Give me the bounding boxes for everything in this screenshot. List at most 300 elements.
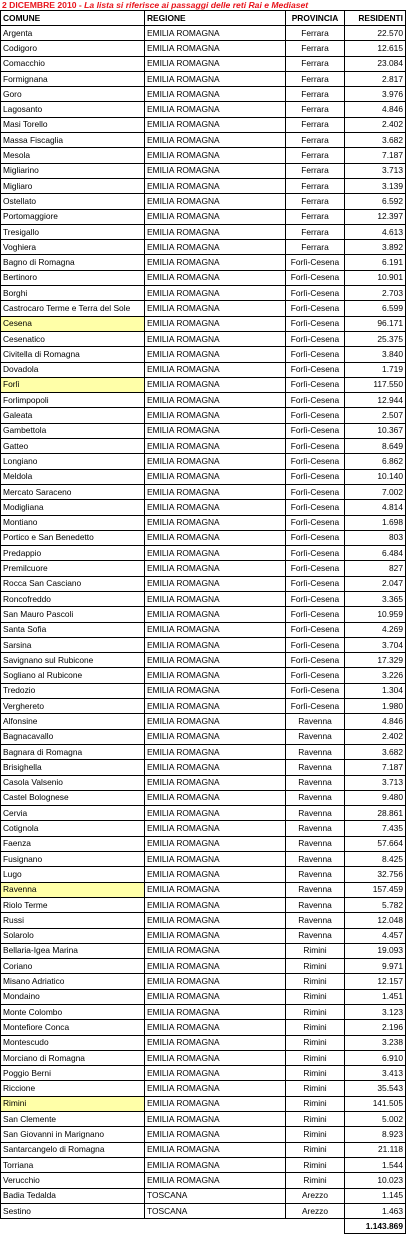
- cell-residenti: 3.713: [345, 163, 406, 178]
- cell-residenti: 6.592: [345, 194, 406, 209]
- cell-regione: EMILIA ROMAGNA: [145, 1096, 286, 1111]
- cell-provincia: Rimini: [286, 1035, 345, 1050]
- cell-residenti: 3.713: [345, 775, 406, 790]
- table-row: [1, 87, 406, 102]
- cell-provincia: Rimini: [286, 959, 345, 974]
- cell-comune: San Mauro Pascoli: [1, 607, 145, 622]
- cell-comune: Montescudo: [1, 1035, 145, 1050]
- cell-residenti: 3.892: [345, 240, 406, 255]
- cell-provincia: Ferrara: [286, 26, 345, 41]
- cell-provincia: Rimini: [286, 1050, 345, 1065]
- cell-residenti: 5.782: [345, 897, 406, 912]
- cell-residenti: 4.814: [345, 500, 406, 515]
- table-row: [1, 897, 406, 912]
- cell-residenti: 12.397: [345, 209, 406, 224]
- cell-provincia: Forlì-Cesena: [286, 255, 345, 270]
- cell-provincia: Rimini: [286, 943, 345, 958]
- cell-comune: Tredozio: [1, 683, 145, 698]
- cell-regione: EMILIA ROMAGNA: [145, 56, 286, 71]
- cell-provincia: Forlì-Cesena: [286, 683, 345, 698]
- cell-comune: Bagno di Romagna: [1, 255, 145, 270]
- table-row: [1, 316, 406, 331]
- table-row: [1, 1066, 406, 1081]
- table-row: [1, 133, 406, 148]
- cell-provincia: Ravenna: [286, 882, 345, 897]
- cell-provincia: Ferrara: [286, 56, 345, 71]
- document-title: [0, 0, 406, 10]
- cell-regione: EMILIA ROMAGNA: [145, 821, 286, 836]
- cell-comune: Montiano: [1, 515, 145, 530]
- cell-residenti: 19.093: [345, 943, 406, 958]
- cell-residenti: 8.649: [345, 439, 406, 454]
- cell-residenti: 7.187: [345, 148, 406, 163]
- cell-residenti: 3.682: [345, 133, 406, 148]
- table-row: [1, 194, 406, 209]
- cell-provincia: Ravenna: [286, 760, 345, 775]
- cell-provincia: Rimini: [286, 1066, 345, 1081]
- cell-regione: EMILIA ROMAGNA: [145, 974, 286, 989]
- cell-comune: Cesenatico: [1, 331, 145, 346]
- table-row: [1, 1020, 406, 1035]
- cell-provincia: Forlì-Cesena: [286, 423, 345, 438]
- cell-provincia: Ravenna: [286, 744, 345, 759]
- cell-residenti: 35.543: [345, 1081, 406, 1096]
- table-row: [1, 821, 406, 836]
- cell-provincia: Rimini: [286, 1020, 345, 1035]
- cell-residenti: 21.118: [345, 1142, 406, 1157]
- cell-residenti: 2.402: [345, 117, 406, 132]
- cell-provincia: Forlì-Cesena: [286, 546, 345, 561]
- cell-comune: Dovadola: [1, 362, 145, 377]
- cell-comune: Argenta: [1, 26, 145, 41]
- cell-regione: EMILIA ROMAGNA: [145, 561, 286, 576]
- cell-comune: Modigliana: [1, 500, 145, 515]
- cell-comune: Faenza: [1, 836, 145, 851]
- cell-regione: EMILIA ROMAGNA: [145, 1081, 286, 1096]
- cell-comune: San Giovanni in Marignano: [1, 1127, 145, 1142]
- table-row: [1, 561, 406, 576]
- cell-regione: EMILIA ROMAGNA: [145, 729, 286, 744]
- table-row: [1, 1096, 406, 1111]
- cell-provincia: Ravenna: [286, 775, 345, 790]
- title-date: 2 DICEMBRE 2010 -: [2, 0, 82, 10]
- table-row: [1, 41, 406, 56]
- table-row: [1, 301, 406, 316]
- cell-comune: Solarolo: [1, 928, 145, 943]
- cell-regione: EMILIA ROMAGNA: [145, 270, 286, 285]
- table-row: [1, 836, 406, 851]
- cell-regione: EMILIA ROMAGNA: [145, 423, 286, 438]
- cell-comune: Montefiore Conca: [1, 1020, 145, 1035]
- cell-residenti: 5.002: [345, 1112, 406, 1127]
- table-row: [1, 102, 406, 117]
- cell-residenti: 117.550: [345, 377, 406, 392]
- table-row: [1, 1081, 406, 1096]
- table-row: [1, 913, 406, 928]
- table-row: [1, 943, 406, 958]
- cell-provincia: Forlì-Cesena: [286, 270, 345, 285]
- cell-residenti: 12.944: [345, 393, 406, 408]
- cell-residenti: 6.484: [345, 546, 406, 561]
- cell-provincia: Forlì-Cesena: [286, 301, 345, 316]
- cell-regione: EMILIA ROMAGNA: [145, 1173, 286, 1188]
- cell-regione: EMILIA ROMAGNA: [145, 530, 286, 545]
- table-row: [1, 117, 406, 132]
- cell-residenti: 6.191: [345, 255, 406, 270]
- cell-regione: EMILIA ROMAGNA: [145, 668, 286, 683]
- cell-provincia: Forlì-Cesena: [286, 561, 345, 576]
- cell-regione: EMILIA ROMAGNA: [145, 148, 286, 163]
- cell-provincia: Forlì-Cesena: [286, 500, 345, 515]
- table-row: [1, 1188, 406, 1203]
- table-row: [1, 270, 406, 285]
- cell-regione: EMILIA ROMAGNA: [145, 209, 286, 224]
- cell-comune: Cotignola: [1, 821, 145, 836]
- cell-regione: EMILIA ROMAGNA: [145, 867, 286, 882]
- table-row: [1, 790, 406, 805]
- cell-provincia: Rimini: [286, 974, 345, 989]
- table-row: [1, 775, 406, 790]
- cell-provincia: Rimini: [286, 1173, 345, 1188]
- cell-provincia: Ravenna: [286, 821, 345, 836]
- cell-provincia: Forlì-Cesena: [286, 653, 345, 668]
- cell-comune: Alfonsine: [1, 714, 145, 729]
- total-spacer: [286, 1219, 345, 1234]
- cell-residenti: 28.861: [345, 806, 406, 821]
- cell-residenti: 17.329: [345, 653, 406, 668]
- cell-regione: EMILIA ROMAGNA: [145, 852, 286, 867]
- cell-comune: Lagosanto: [1, 102, 145, 117]
- cell-regione: EMILIA ROMAGNA: [145, 775, 286, 790]
- cell-comune: Castel Bolognese: [1, 790, 145, 805]
- table-row: [1, 546, 406, 561]
- cell-regione: EMILIA ROMAGNA: [145, 102, 286, 117]
- table-row: [1, 729, 406, 744]
- cell-comune: Mercato Saraceno: [1, 484, 145, 499]
- cell-provincia: Ferrara: [286, 102, 345, 117]
- table-row: [1, 56, 406, 71]
- cell-provincia: Rimini: [286, 1112, 345, 1127]
- cell-comune: Fusignano: [1, 852, 145, 867]
- cell-comune: Portomaggiore: [1, 209, 145, 224]
- cell-regione: EMILIA ROMAGNA: [145, 1066, 286, 1081]
- cell-residenti: 1.463: [345, 1203, 406, 1218]
- cell-provincia: Arezzo: [286, 1203, 345, 1218]
- cell-regione: EMILIA ROMAGNA: [145, 26, 286, 41]
- cell-regione: EMILIA ROMAGNA: [145, 622, 286, 637]
- cell-comune: Santarcangelo di Romagna: [1, 1142, 145, 1157]
- cell-provincia: Arezzo: [286, 1188, 345, 1203]
- table-row: [1, 974, 406, 989]
- cell-regione: EMILIA ROMAGNA: [145, 959, 286, 974]
- table-row: [1, 408, 406, 423]
- table-row: [1, 1112, 406, 1127]
- cell-comune: Forlimpopoli: [1, 393, 145, 408]
- table-row: [1, 362, 406, 377]
- cell-regione: EMILIA ROMAGNA: [145, 1127, 286, 1142]
- cell-provincia: Rimini: [286, 1157, 345, 1172]
- cell-comune: Bellaria-Igea Marina: [1, 943, 145, 958]
- cell-residenti: 3.139: [345, 178, 406, 193]
- cell-residenti: 25.375: [345, 331, 406, 346]
- cell-residenti: 4.457: [345, 928, 406, 943]
- cell-regione: EMILIA ROMAGNA: [145, 133, 286, 148]
- cell-comune: Sogliano al Rubicone: [1, 668, 145, 683]
- table-row: [1, 1157, 406, 1172]
- cell-provincia: Forlì-Cesena: [286, 668, 345, 683]
- cell-regione: EMILIA ROMAGNA: [145, 806, 286, 821]
- cell-comune: Formignana: [1, 71, 145, 86]
- table-row: [1, 668, 406, 683]
- cell-regione: EMILIA ROMAGNA: [145, 1005, 286, 1020]
- cell-provincia: Ferrara: [286, 133, 345, 148]
- cell-regione: EMILIA ROMAGNA: [145, 393, 286, 408]
- table-row: [1, 439, 406, 454]
- cell-regione: EMILIA ROMAGNA: [145, 607, 286, 622]
- table-row: [1, 209, 406, 224]
- table-row: [1, 607, 406, 622]
- cell-residenti: 3.704: [345, 637, 406, 652]
- table-row: [1, 515, 406, 530]
- cell-regione: EMILIA ROMAGNA: [145, 408, 286, 423]
- cell-provincia: Forlì-Cesena: [286, 607, 345, 622]
- cell-provincia: Forlì-Cesena: [286, 454, 345, 469]
- column-header-comune: COMUNE: [1, 11, 145, 26]
- table-row: [1, 530, 406, 545]
- cell-provincia: Rimini: [286, 1005, 345, 1020]
- cell-residenti: 4.846: [345, 102, 406, 117]
- cell-provincia: Rimini: [286, 989, 345, 1004]
- cell-residenti: 57.664: [345, 836, 406, 851]
- cell-residenti: 1.451: [345, 989, 406, 1004]
- cell-regione: EMILIA ROMAGNA: [145, 882, 286, 897]
- cell-regione: EMILIA ROMAGNA: [145, 117, 286, 132]
- cell-residenti: 1.719: [345, 362, 406, 377]
- cell-residenti: 10.901: [345, 270, 406, 285]
- cell-comune: Castrocaro Terme e Terra del Sole: [1, 301, 145, 316]
- cell-regione: EMILIA ROMAGNA: [145, 913, 286, 928]
- cell-regione: EMILIA ROMAGNA: [145, 377, 286, 392]
- cell-provincia: Ravenna: [286, 806, 345, 821]
- table-body: [1, 26, 406, 1219]
- cell-residenti: 3.976: [345, 87, 406, 102]
- cell-residenti: 1.145: [345, 1188, 406, 1203]
- cell-provincia: Ferrara: [286, 194, 345, 209]
- cell-provincia: Ravenna: [286, 867, 345, 882]
- cell-comune: Torriana: [1, 1157, 145, 1172]
- cell-regione: EMILIA ROMAGNA: [145, 439, 286, 454]
- cell-provincia: Forlì-Cesena: [286, 316, 345, 331]
- cell-comune: Poggio Berni: [1, 1066, 145, 1081]
- cell-regione: TOSCANA: [145, 1203, 286, 1218]
- table-row: [1, 852, 406, 867]
- cell-regione: EMILIA ROMAGNA: [145, 1035, 286, 1050]
- cell-comune: Santa Sofia: [1, 622, 145, 637]
- cell-provincia: Ferrara: [286, 240, 345, 255]
- cell-comune: Ostellato: [1, 194, 145, 209]
- table-row: [1, 928, 406, 943]
- table-row: [1, 1173, 406, 1188]
- cell-residenti: 1.304: [345, 683, 406, 698]
- table-row: [1, 1050, 406, 1065]
- cell-regione: EMILIA ROMAGNA: [145, 255, 286, 270]
- cell-regione: EMILIA ROMAGNA: [145, 1112, 286, 1127]
- cell-residenti: 141.505: [345, 1096, 406, 1111]
- cell-residenti: 3.123: [345, 1005, 406, 1020]
- cell-residenti: 2.703: [345, 286, 406, 301]
- cell-provincia: Ferrara: [286, 117, 345, 132]
- cell-residenti: 3.226: [345, 668, 406, 683]
- table-row: [1, 331, 406, 346]
- table-row: [1, 959, 406, 974]
- cell-comune: Gambettola: [1, 423, 145, 438]
- cell-regione: EMILIA ROMAGNA: [145, 347, 286, 362]
- column-header-regione: REGIONE: [145, 11, 286, 26]
- cell-regione: EMILIA ROMAGNA: [145, 286, 286, 301]
- table-row: [1, 178, 406, 193]
- cell-provincia: Forlì-Cesena: [286, 393, 345, 408]
- cell-provincia: Ravenna: [286, 852, 345, 867]
- cell-regione: EMILIA ROMAGNA: [145, 1020, 286, 1035]
- table-row: [1, 622, 406, 637]
- table-row: [1, 1142, 406, 1157]
- cell-comune: Premilcuore: [1, 561, 145, 576]
- total-residenti: 1.143.869: [345, 1219, 406, 1234]
- cell-comune: Lugo: [1, 867, 145, 882]
- table-row: [1, 989, 406, 1004]
- cell-residenti: 7.435: [345, 821, 406, 836]
- cell-regione: EMILIA ROMAGNA: [145, 71, 286, 86]
- cell-regione: EMILIA ROMAGNA: [145, 1157, 286, 1172]
- cell-provincia: Ravenna: [286, 836, 345, 851]
- table-row: [1, 377, 406, 392]
- table-row: [1, 591, 406, 606]
- cell-comune: Bertinoro: [1, 270, 145, 285]
- cell-regione: EMILIA ROMAGNA: [145, 546, 286, 561]
- cell-residenti: 96.171: [345, 316, 406, 331]
- cell-provincia: Forlì-Cesena: [286, 530, 345, 545]
- cell-regione: EMILIA ROMAGNA: [145, 469, 286, 484]
- cell-regione: TOSCANA: [145, 1188, 286, 1203]
- cell-regione: EMILIA ROMAGNA: [145, 714, 286, 729]
- cell-residenti: 4.613: [345, 224, 406, 239]
- cell-residenti: 3.238: [345, 1035, 406, 1050]
- table-row: [1, 454, 406, 469]
- cell-residenti: 1.698: [345, 515, 406, 530]
- cell-regione: EMILIA ROMAGNA: [145, 576, 286, 591]
- cell-regione: EMILIA ROMAGNA: [145, 515, 286, 530]
- cell-residenti: 2.047: [345, 576, 406, 591]
- cell-comune: Mesola: [1, 148, 145, 163]
- cell-residenti: 157.459: [345, 882, 406, 897]
- cell-residenti: 12.615: [345, 41, 406, 56]
- table-row: [1, 224, 406, 239]
- cell-regione: EMILIA ROMAGNA: [145, 301, 286, 316]
- cell-comune: Roncofreddo: [1, 591, 145, 606]
- table-row: [1, 71, 406, 86]
- cell-residenti: 803: [345, 530, 406, 545]
- table-row: [1, 867, 406, 882]
- cell-residenti: 32.756: [345, 867, 406, 882]
- cell-provincia: Ferrara: [286, 148, 345, 163]
- cell-regione: EMILIA ROMAGNA: [145, 87, 286, 102]
- cell-provincia: Forlì-Cesena: [286, 469, 345, 484]
- cell-provincia: Forlì-Cesena: [286, 347, 345, 362]
- cell-residenti: 6.910: [345, 1050, 406, 1065]
- cell-comune: Comacchio: [1, 56, 145, 71]
- cell-comune: Mondaino: [1, 989, 145, 1004]
- cell-regione: EMILIA ROMAGNA: [145, 653, 286, 668]
- cell-residenti: 3.365: [345, 591, 406, 606]
- cell-comune: Civitella di Romagna: [1, 347, 145, 362]
- table-row: [1, 1035, 406, 1050]
- total-row: [1, 1219, 406, 1234]
- cell-comune: Migliaro: [1, 178, 145, 193]
- cell-residenti: 6.599: [345, 301, 406, 316]
- cell-comune: Brisighella: [1, 760, 145, 775]
- cell-provincia: Ferrara: [286, 163, 345, 178]
- table-row: [1, 1203, 406, 1218]
- cell-provincia: Forlì-Cesena: [286, 576, 345, 591]
- cell-provincia: Forlì-Cesena: [286, 622, 345, 637]
- cell-provincia: Rimini: [286, 1096, 345, 1111]
- cell-residenti: 4.269: [345, 622, 406, 637]
- cell-comune: Gatteo: [1, 439, 145, 454]
- cell-provincia: Ferrara: [286, 178, 345, 193]
- cell-regione: EMILIA ROMAGNA: [145, 989, 286, 1004]
- cell-comune: Galeata: [1, 408, 145, 423]
- cell-residenti: 10.367: [345, 423, 406, 438]
- cell-provincia: Rimini: [286, 1142, 345, 1157]
- cell-residenti: 8.425: [345, 852, 406, 867]
- cell-comune: Voghiera: [1, 240, 145, 255]
- table-row: [1, 653, 406, 668]
- cell-comune: Goro: [1, 87, 145, 102]
- cell-comune: Codigoro: [1, 41, 145, 56]
- cell-regione: EMILIA ROMAGNA: [145, 591, 286, 606]
- cell-residenti: 827: [345, 561, 406, 576]
- table-row: [1, 423, 406, 438]
- table-row: [1, 744, 406, 759]
- cell-residenti: 2.196: [345, 1020, 406, 1035]
- cell-regione: EMILIA ROMAGNA: [145, 699, 286, 714]
- table-row: [1, 882, 406, 897]
- residents-table: [0, 10, 406, 1234]
- cell-provincia: Forlì-Cesena: [286, 439, 345, 454]
- title-note: La lista si riferisce ai passaggi delle reti Rai e Mediaset: [84, 0, 309, 10]
- cell-provincia: Ravenna: [286, 913, 345, 928]
- cell-provincia: Forlì-Cesena: [286, 515, 345, 530]
- table-row: [1, 240, 406, 255]
- cell-comune: Verghereto: [1, 699, 145, 714]
- cell-comune: Monte Colombo: [1, 1005, 145, 1020]
- column-header-provincia: PROVINCIA: [286, 11, 345, 26]
- table-row: [1, 500, 406, 515]
- cell-provincia: Ravenna: [286, 790, 345, 805]
- cell-comune: San Clemente: [1, 1112, 145, 1127]
- cell-provincia: Ravenna: [286, 729, 345, 744]
- cell-residenti: 22.570: [345, 26, 406, 41]
- cell-comune: Rimini: [1, 1096, 145, 1111]
- table-row: [1, 683, 406, 698]
- table-header-row: [1, 11, 406, 26]
- cell-comune: Sestino: [1, 1203, 145, 1218]
- cell-provincia: Rimini: [286, 1127, 345, 1142]
- cell-provincia: Ferrara: [286, 71, 345, 86]
- cell-provincia: Ferrara: [286, 41, 345, 56]
- cell-provincia: Rimini: [286, 1081, 345, 1096]
- cell-regione: EMILIA ROMAGNA: [145, 240, 286, 255]
